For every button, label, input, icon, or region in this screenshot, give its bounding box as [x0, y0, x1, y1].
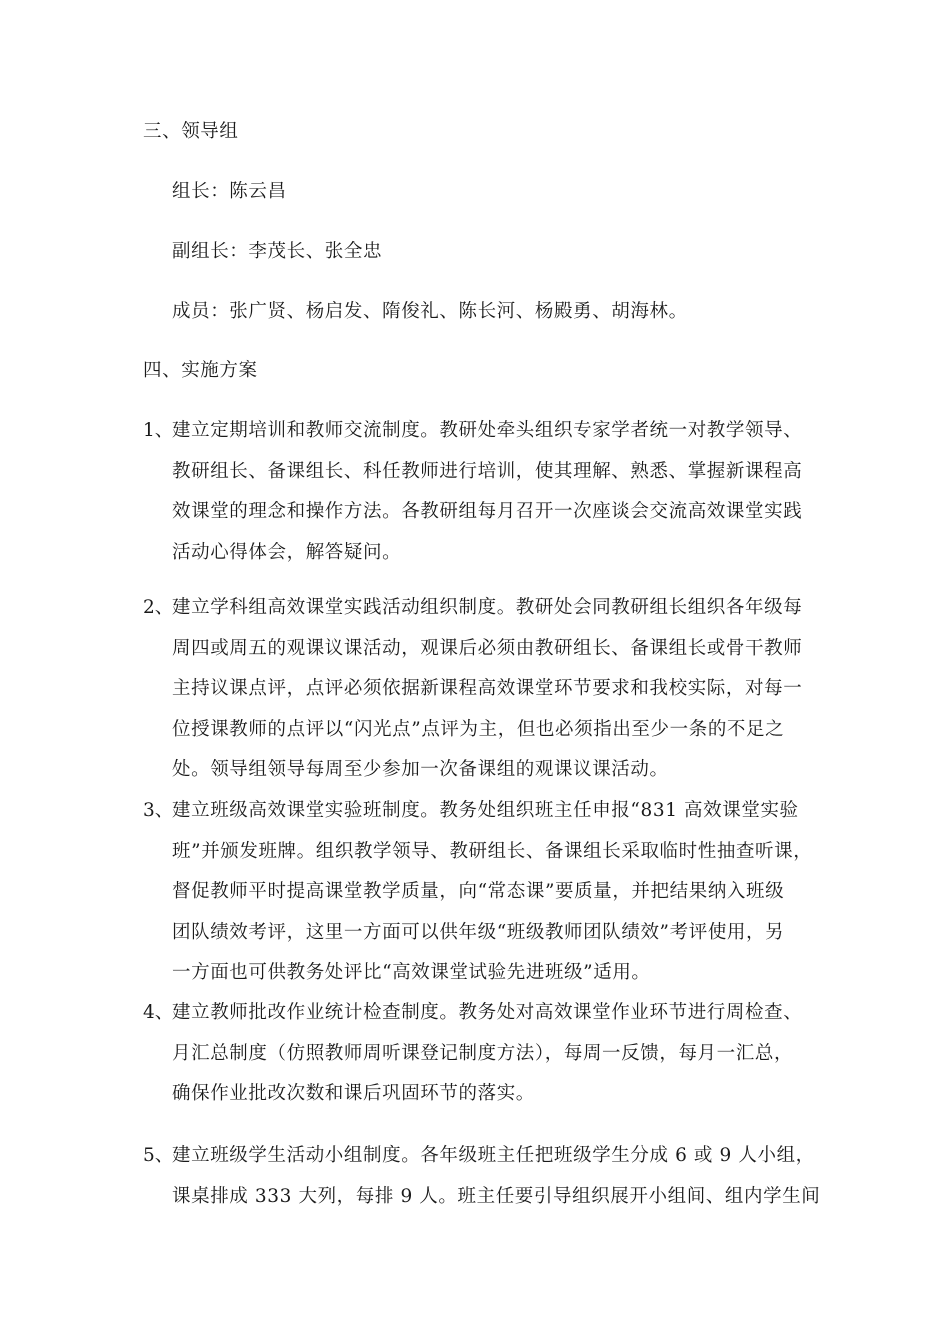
item-line: 教研组长、备课组长、科任教师进行培训，使其理解、熟悉、掌握新课程高 [172, 460, 803, 482]
item-line: 效课堂的理念和操作方法。各教研组每月召开一次座谈会交流高效课堂实践 [172, 501, 803, 522]
deputy-leader-line: 副组长：李茂长、张全忠 [172, 241, 383, 262]
item-number: 3、 [143, 800, 174, 821]
item-text [172, 593, 802, 796]
item-line: 处。领导组领导每周至少参加一次备课组的观课议课活动。 [172, 759, 669, 780]
item-line: 确保作业批改次数和课后巩固环节的落实。 [172, 1083, 535, 1104]
item-number: 2、 [143, 597, 174, 618]
item-line: 建立教师批改作业统计检查制度。教务处对高效课堂作业环节进行周检查、 [172, 1002, 803, 1023]
item-line: 班”并颁发班牌。组织教学领导、教研组长、备课组长采取临时性抽查听课， [172, 840, 813, 862]
members-line: 成员：张广贤、杨启发、隋俊礼、陈长河、杨殿勇、胡海林。 [172, 301, 688, 322]
item-line: 建立班级高效课堂实验班制度。教务处组织班主任申报“831 高效课堂实验 [172, 800, 799, 821]
item-line: 月汇总制度（仿照教师周听课登记制度方法），每周一反馈，每月一汇总， [172, 1042, 794, 1064]
item-line: 活动心得体会，解答疑问。 [172, 541, 402, 563]
item-line: 建立班级学生活动小组制度。各年级班主任把班级学生分成 6 或 9 人小组， [172, 1145, 815, 1166]
item-number: 4、 [143, 1002, 174, 1023]
item-text [172, 998, 802, 1120]
item-line: 位授课教师的点评以“闪光点”点评为主，但也必须指出至少一条的不足之 [172, 718, 785, 740]
item-line: 建立定期培训和教师交流制度。教研处牵头组织专家学者统一对教学领导、 [172, 420, 803, 441]
item-text [172, 796, 812, 999]
item-text [172, 416, 802, 578]
item-line: 主持议课点评，点评必须依据新课程高效课堂环节要求和我校实际，对每一 [172, 678, 803, 699]
leader-line: 组长：陈云昌 [172, 181, 287, 202]
item-number: 1、 [143, 420, 174, 441]
section-heading-plan: 四、实施方案 [143, 360, 258, 381]
item-line: 周四或周五的观课议课活动，观课后必须由教研组长、备课组长或骨干教师 [172, 637, 803, 659]
item-text [172, 1141, 820, 1222]
item-number: 5、 [143, 1145, 174, 1166]
item-line: 建立学科组高效课堂实践活动组织制度。教研处会同教研组长组织各年级每 [172, 597, 803, 618]
item-line: 团队绩效考评，这里一方面可以供年级“班级教师团队绩效”考评使用，另 [172, 921, 785, 943]
item-line: 督促教师平时提高课堂教学质量，向“常态课”要质量，并把结果纳入班级 [172, 881, 785, 902]
section-heading-leadership: 三、领导组 [143, 121, 239, 142]
item-line: 课桌排成 333 大列，每排 9 人。班主任要引导组织展开小组间、组内学生间 [172, 1185, 821, 1207]
item-line: 一方面也可供教务处评比“高效课堂试验先进班级”适用。 [172, 962, 651, 983]
